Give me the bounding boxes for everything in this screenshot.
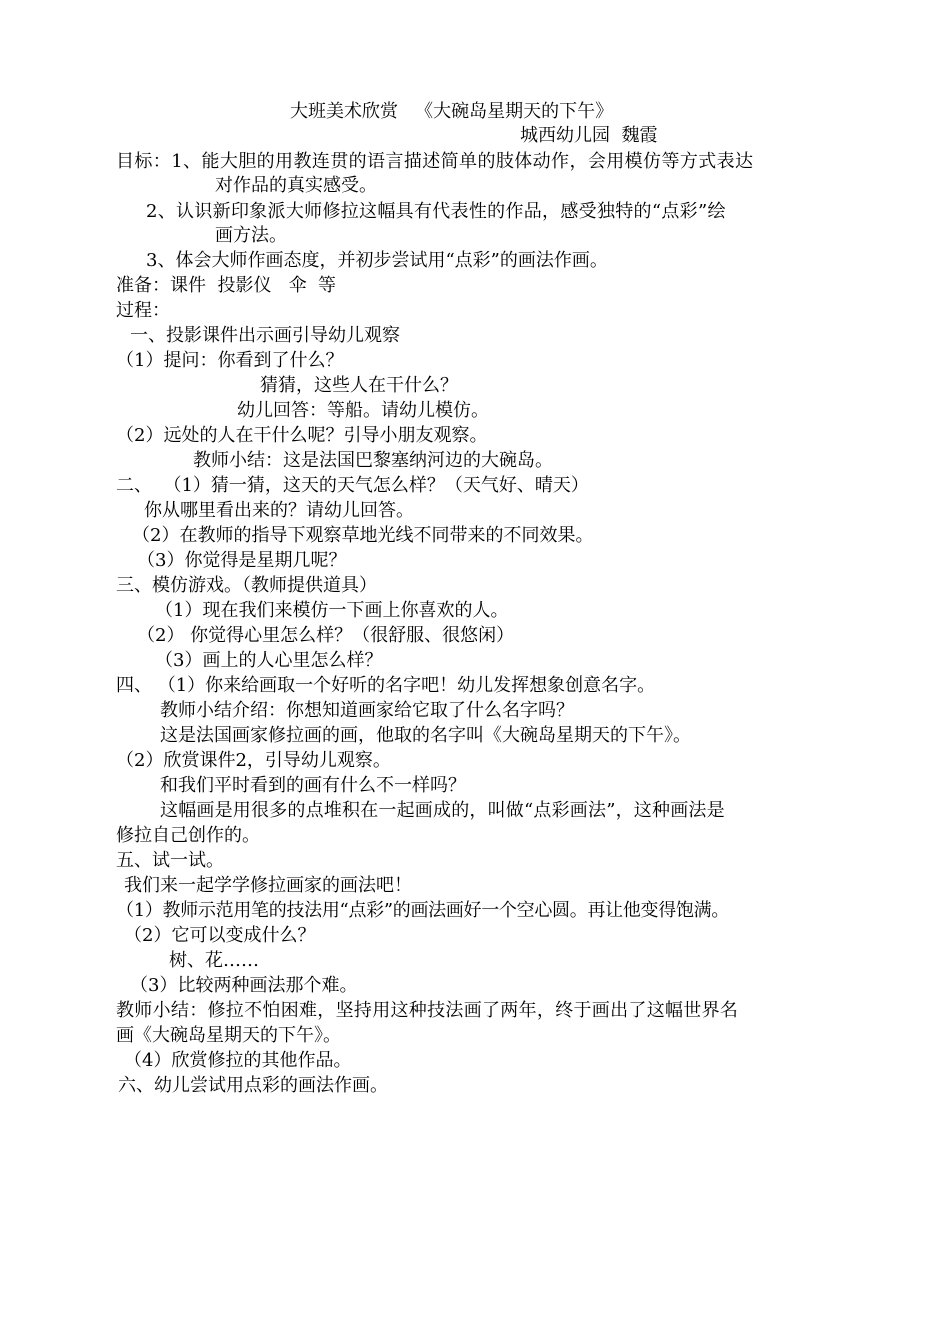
preparation-line: 准备：课件 投影仪 伞 等 [116,275,337,296]
section-5-item-3: （3）比较两种画法那个难。 [130,975,358,996]
section-1-item-1-a: 幼儿回答：等船。请幼儿模仿。 [237,400,489,421]
section-4-item-2: （2）欣赏课件2，引导幼儿观察。 [116,750,391,771]
section-3-item-3: （3）画上的人心里怎么样？ [155,650,383,671]
section-5-summary-cont: 画《大碗岛星期天的下午》。 [116,1025,341,1046]
section-4-summary-answer: 这是法国画家修拉画的画，他取的名字叫《大碗岛星期天的下午》。 [160,725,691,746]
section-4-summary: 教师小结介绍：你想知道画家给它取了什么名字吗？ [160,700,574,721]
document-author: 城西幼儿园 魏霞 [520,125,658,146]
section-5-intro: 我们来一起学学修拉画家的画法吧！ [124,875,412,896]
section-2-item-1-q: 你从哪里看出来的？请幼儿回答。 [144,500,414,521]
section-2-item-2: （2）在教师的指导下观察草地光线不同带来的不同效果。 [132,525,594,546]
section-4-explanation-cont: 修拉自己创作的。 [116,825,260,846]
process-heading: 过程： [116,300,170,321]
section-5-heading: 五、试一试。 [116,850,224,871]
goal-line-1: 目标：1、能大胆的用教连贯的语言描述简单的肢体动作，会用模仿等方式表达 [116,151,754,172]
section-2-item-1: 二、 （1）猜一猜，这天的天气怎么样？（天气好、晴天） [116,475,589,496]
goal-line-2: 2、认识新印象派大师修拉这幅具有代表性的作品，感受独特的“点彩”绘 [146,201,726,222]
section-5-summary: 教师小结：修拉不怕困难，坚持用这种技法画了两年，终于画出了这幅世界名 [116,1000,739,1021]
section-2-item-3: （3）你觉得是星期几呢？ [137,550,347,571]
section-1-item-1: （1）提问：你看到了什么？ [116,350,344,371]
section-1-item-2: （2）远处的人在干什么呢？引导小朋友观察。 [116,425,488,446]
section-1-summary: 教师小结：这是法国巴黎塞纳河边的大碗岛。 [193,450,553,471]
section-5-item-4: （4）欣赏修拉的其他作品。 [124,1050,352,1071]
goal-line-1-cont: 对作品的真实感受。 [215,175,377,196]
goal-line-2-cont: 画方法。 [215,225,287,246]
section-3-heading: 三、模仿游戏。（教师提供道具） [116,575,377,596]
section-5-item-1: （1）教师示范用笔的技法用“点彩”的画法画好一个空心圆。再让他变得饱满。 [116,900,730,921]
section-1-heading: 一、投影课件出示画引导幼儿观察 [130,325,400,346]
document-title: 大班美术欣赏 《大碗岛星期天的下午》 [290,101,614,122]
section-4-item-2-q: 和我们平时看到的画有什么不一样吗？ [160,775,466,796]
section-5-item-2-a: 树、花…… [169,950,259,971]
section-4-item-1: 四、 （1）你来给画取一个好听的名字吧！幼儿发挥想象创意名字。 [116,675,656,696]
section-1-item-1-q: 猜猜，这些人在干什么？ [260,375,458,396]
section-3-item-2: （2） 你觉得心里怎么样？（很舒服、很悠闲） [137,625,515,646]
section-6-heading: 六、幼儿尝试用点彩的画法作画。 [118,1075,388,1096]
goal-line-3: 3、体会大师作画态度，并初步尝试用“点彩”的画法作画。 [146,250,608,271]
section-5-item-2: （2）它可以变成什么？ [124,925,316,946]
section-4-explanation: 这幅画是用很多的点堆积在一起画成的，叫做“点彩画法”，这种画法是 [160,800,725,821]
section-3-item-1: （1）现在我们来模仿一下画上你喜欢的人。 [155,600,509,621]
